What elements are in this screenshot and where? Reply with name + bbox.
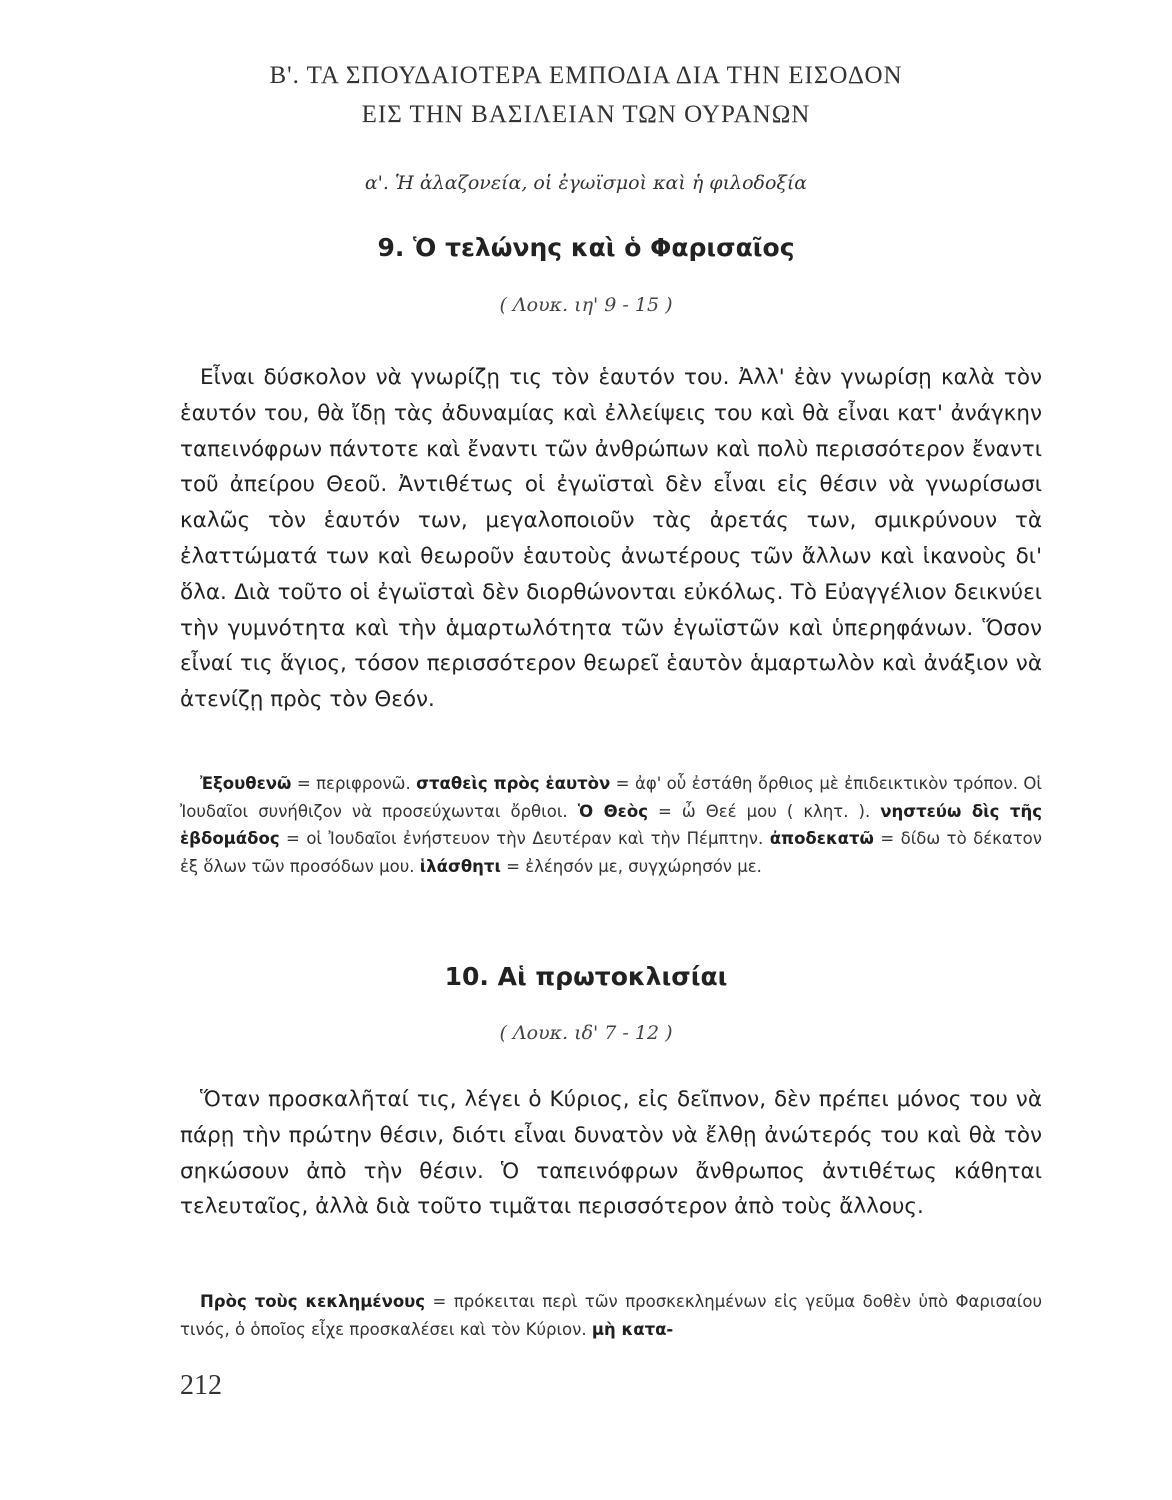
- note-term: Ἐξουθενῶ: [200, 774, 292, 793]
- section-9-paragraph: Εἶναι δύσκολον νὰ γνωρίζῃ τις τὸν ἑαυτόν του. Ἀλλ' ἐὰν γνωρίσῃ καλὰ τὸν ἑαυτόν του, θὰ ἴδῃ τὰς ἀδυναμίας καὶ ἐλλείψεις του καὶ θὰ εἶναι κατ' ἀνάγκην ταπεινόφρων πάντοτε καὶ ἔναντι τῶν ἀνθρώπων καὶ πολὺ περισσότερον ἔναντι τοῦ ἀπείρου Θεοῦ. Ἀντιθέτως οἱ ἐγωϊσταὶ δὲν εἶναι εἰς θέσιν νὰ γνωρίσωσι καλῶς τὸν ἑαυτόν των, μεγαλοποιοῦν τὰς ἀρετάς των, σμικρύνουν τὰ ἐλαττώματά των καὶ θεωροῦν ἑαυτοὺς ἀνωτέρους τῶν ἄλλων καὶ ἱκανοὺς δι' ὅλα. Διὰ τοῦτο οἱ ἐγωϊσταὶ δὲν διορθώνονται εὐκόλως. Τὸ Εὐαγγέλιον δεικνύει τὴν γυμνότητα καὶ τὴν ἁμαρτωλότητα τῶν ἐγωϊστῶν καὶ ὑπερηφάνων. Ὅσον εἶναί τις ἅγιος, τόσον περισσότερον θεωρεῖ ἑαυτὸν ἁμαρτωλὸν καὶ ἀνάξιον νὰ ἀτενίζῃ πρὸς τὸν Θεόν.: [180, 365, 1042, 713]
- note-definition: = πρόκειται περὶ τῶν προσκεκλημένων εἰς γεῦμα δοθὲν ὑπὸ Φαρισαίου τινός, ὁ ὁποῖος εἶχε προσκαλέσει καὶ τὸν Κύριον.: [180, 1292, 1042, 1339]
- section-9-notes-paragraph: [180, 770, 1042, 880]
- note-term: Πρὸς τοὺς κεκλημένους: [200, 1292, 426, 1311]
- note-definition: = ἀφ' οὗ ἐστάθη ὄρθιος μὲ ἐπιδεικτικὸν τρόπον. Οἱ Ἰουδαῖοι συνήθιζον νὰ προσεύχωνται ὄρθιοι.: [180, 774, 1043, 821]
- section-9-notes: [180, 770, 1042, 880]
- note-definition: = περιφρονῶ.: [291, 774, 417, 793]
- section-10-notes: [180, 1288, 1042, 1343]
- note-term: μὴ κατα-: [591, 1319, 674, 1339]
- section-10-reference: ( Λουκ. ιδ' 7 - 12 ): [499, 1022, 673, 1044]
- note-definition: = ἐλέησόν με, συγχώρησόν με.: [500, 856, 762, 876]
- section-10-body: [180, 1082, 1042, 1225]
- note-definition: = ὦ Θεέ μου ( κλητ. ).: [647, 801, 881, 821]
- section-9-body: [180, 360, 1042, 718]
- section-9-title: 9. Ὁ τελώνης καὶ ὁ Φαρισαῖος: [377, 233, 795, 262]
- section-10-paragraph: Ὅταν προσκαλῆταί τις, λέγει ὁ Κύριος, εἰς δεῖπνον, δὲν πρέπει μόνος του νὰ πάρῃ τὴν πρώτην θέσιν, διότι εἶναι δυνατὸν νὰ ἔλθῃ ἀνώτερός του καὶ θὰ τὸν σηκώσουν ἀπὸ τὴν θέσιν. Ὁ ταπεινόφρων ἄνθρωπος ἀντιθέτως κάθηται τελευταῖος, ἀλλὰ διὰ τοῦτο τιμᾶται περισσότερον ἀπὸ τοὺς ἄλλους.: [180, 1087, 1042, 1220]
- note-term: σταθεὶς πρὸς ἑαυτὸν: [416, 774, 611, 793]
- chapter-subtitle: α'. Ἡ ἀλαζονεία, οἱ ἐγωϊσμοὶ καὶ ἡ φιλοδοξία: [364, 172, 808, 194]
- section-9-reference: ( Λουκ. ιη' 9 - 15 ): [499, 294, 673, 316]
- chapter-title-line-1: Β'. ΤΑ ΣΠΟΥΔΑΙΟΤΕΡΑ ΕΜΠΟΔΙΑ ΔΙΑ ΤΗΝ ΕΙΣΟΔΟΝ: [269, 62, 903, 89]
- note-term: ἀποδεκατῶ: [769, 829, 874, 848]
- note-term: ἱλάσθητι: [419, 856, 501, 876]
- note-term: νηστεύω δὶς τῆς ἑβδομάδος: [180, 801, 1042, 848]
- section-10-notes-paragraph: [180, 1288, 1042, 1343]
- note-term: Ὁ Θεὸς: [577, 801, 648, 821]
- section-10-title: 10. Αἱ πρωτοκλισίαι: [444, 962, 728, 991]
- note-definition: = οἱ Ἰουδαῖοι ἐνήστευον τὴν Δευτέραν καὶ τὴν Πέμπτην.: [279, 829, 770, 848]
- page-number: 212: [180, 1370, 222, 1401]
- chapter-title-line-2: ΕΙΣ ΤΗΝ ΒΑΣΙΛΕΙΑΝ ΤΩΝ ΟΥΡΑΝΩΝ: [361, 101, 811, 128]
- note-definition: = δίδω τὸ δέκατον ἐξ ὅλων τῶν προσόδων μου.: [180, 829, 1042, 876]
